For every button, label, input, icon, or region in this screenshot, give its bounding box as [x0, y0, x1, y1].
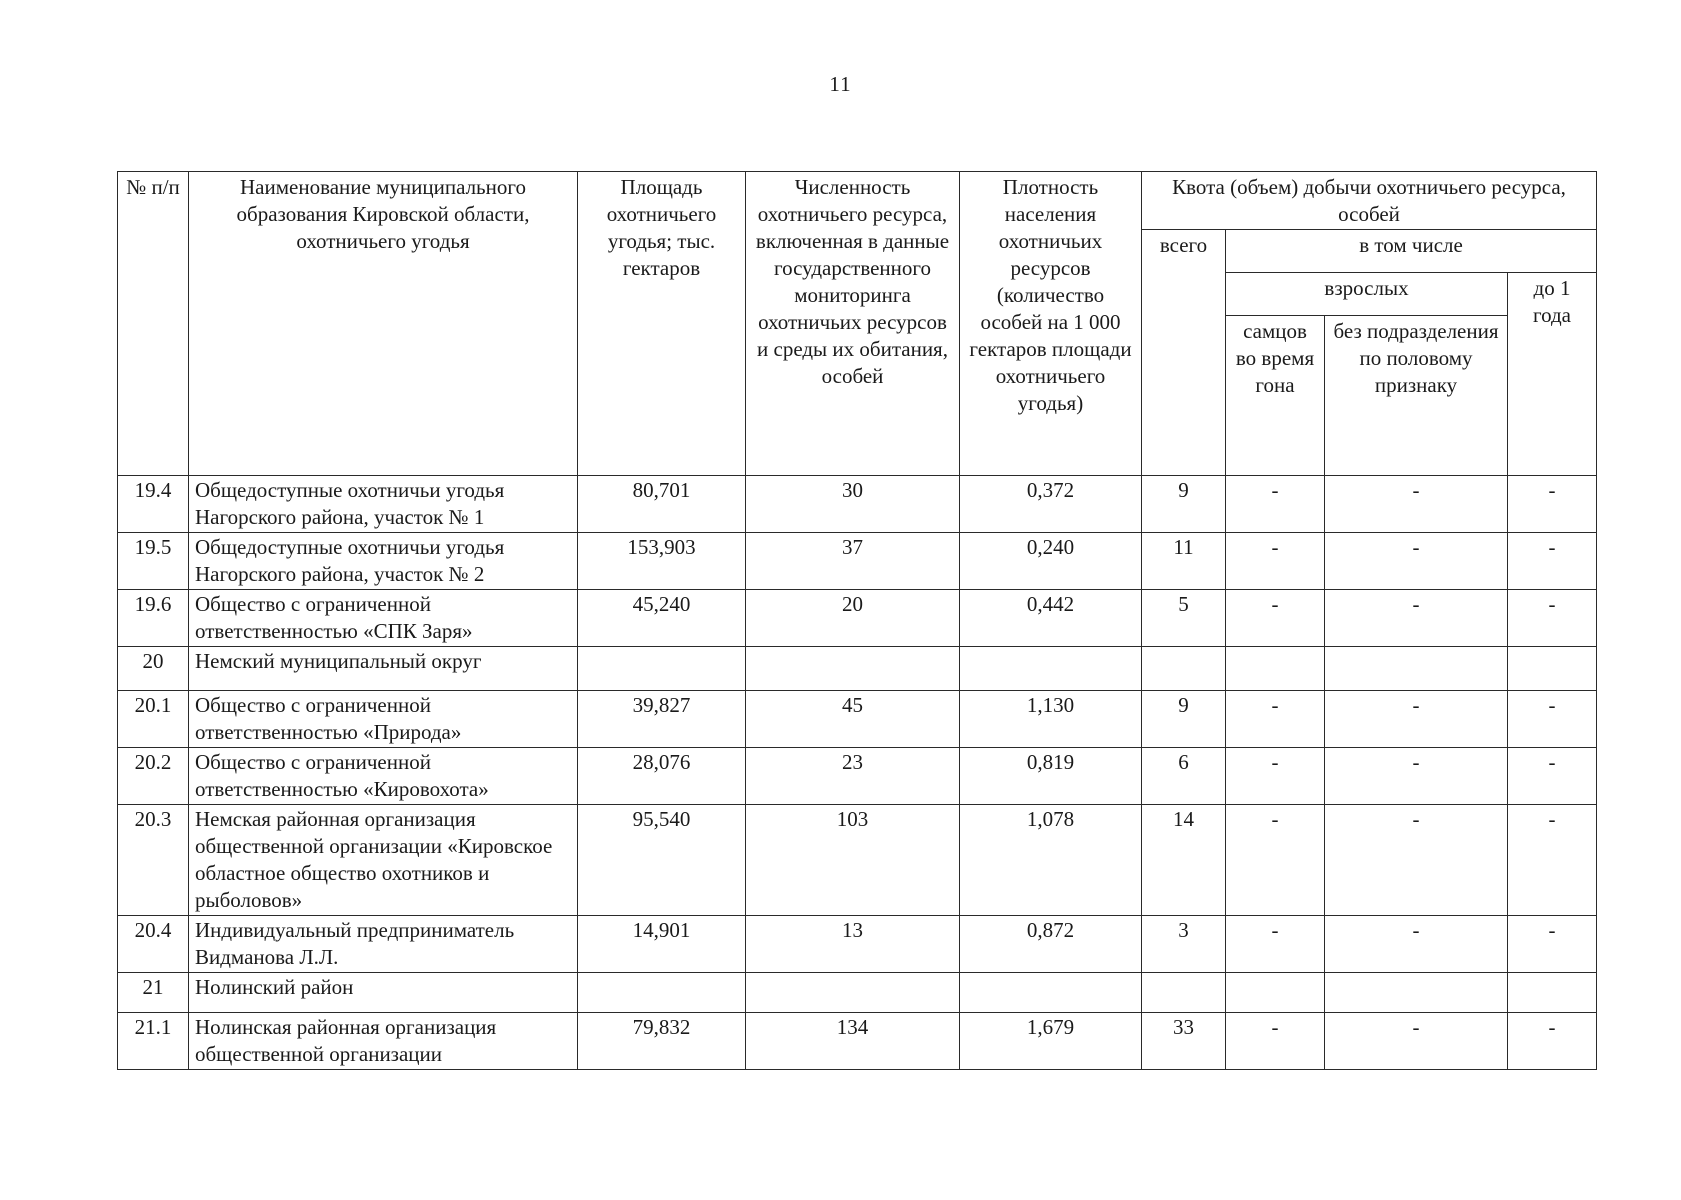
cell-males: - — [1226, 1013, 1325, 1070]
cell-nosex: - — [1325, 533, 1508, 590]
cell-count: 37 — [746, 533, 960, 590]
header-name: Наименование муниципального образования Кировской области, охотничьего угодья — [189, 172, 578, 476]
cell-empty — [1325, 973, 1508, 1013]
cell-name: Общество с ограниченной ответственностью «СПК Заря» — [189, 590, 578, 647]
cell-young: - — [1508, 533, 1597, 590]
cell-males: - — [1226, 916, 1325, 973]
header-count: Численность охотничьего ресурса, включенная в данные государственного мониторинга охотничьих ресурсов и среды их обитания, особей — [746, 172, 960, 476]
cell-empty — [960, 973, 1142, 1013]
cell-empty — [578, 973, 746, 1013]
cell-total: 3 — [1142, 916, 1226, 973]
header-area: Площадь охотничьего угодья; тыс. гектаров — [578, 172, 746, 476]
cell-empty — [1226, 973, 1325, 1013]
table-row — [118, 916, 1597, 973]
cell-young: - — [1508, 691, 1597, 748]
cell-density: 1,130 — [960, 691, 1142, 748]
cell-nosex: - — [1325, 916, 1508, 973]
header-males-rut: самцов во время гона — [1226, 316, 1325, 476]
cell-nosex: - — [1325, 748, 1508, 805]
header-total: всего — [1142, 230, 1226, 476]
cell-nosex: - — [1325, 590, 1508, 647]
cell-name: Немский муниципальный округ — [189, 647, 578, 691]
table-row — [118, 748, 1597, 805]
cell-nosex: - — [1325, 805, 1508, 916]
cell-males: - — [1226, 533, 1325, 590]
table-row — [118, 805, 1597, 916]
cell-name: Индивидуальный предприниматель Видманова Л.Л. — [189, 916, 578, 973]
cell-total: 11 — [1142, 533, 1226, 590]
table-section-row — [118, 973, 1597, 1013]
cell-males: - — [1226, 590, 1325, 647]
cell-num: 19.4 — [118, 476, 189, 533]
cell-area: 28,076 — [578, 748, 746, 805]
table-row — [118, 476, 1597, 533]
table-body — [118, 476, 1597, 1070]
cell-young: - — [1508, 1013, 1597, 1070]
cell-name: Общество с ограниченной ответственностью «Кировохота» — [189, 748, 578, 805]
table-section-row — [118, 647, 1597, 691]
cell-total: 33 — [1142, 1013, 1226, 1070]
cell-young: - — [1508, 476, 1597, 533]
cell-nosex: - — [1325, 476, 1508, 533]
quota-table — [117, 171, 1597, 1070]
cell-num: 19.5 — [118, 533, 189, 590]
cell-males: - — [1226, 691, 1325, 748]
cell-area: 45,240 — [578, 590, 746, 647]
cell-name: Общедоступные охотничьи угодья Нагорского района, участок № 1 — [189, 476, 578, 533]
cell-name: Немская районная организация общественной организации «Кировское областное общество охотников и рыболовов» — [189, 805, 578, 916]
cell-name: Общество с ограниченной ответственностью «Природа» — [189, 691, 578, 748]
cell-empty — [1226, 647, 1325, 691]
cell-density: 1,679 — [960, 1013, 1142, 1070]
cell-males: - — [1226, 476, 1325, 533]
cell-count: 45 — [746, 691, 960, 748]
cell-nosex: - — [1325, 1013, 1508, 1070]
page-number: 11 — [829, 72, 852, 96]
cell-empty — [1508, 647, 1597, 691]
cell-num: 20 — [118, 647, 189, 691]
cell-count: 20 — [746, 590, 960, 647]
cell-num: 21.1 — [118, 1013, 189, 1070]
cell-males: - — [1226, 748, 1325, 805]
header-quota: Квота (объем) добычи охотничьего ресурса, особей — [1142, 172, 1597, 230]
cell-density: 0,442 — [960, 590, 1142, 647]
cell-empty — [960, 647, 1142, 691]
cell-name: Общедоступные охотничьи угодья Нагорского района, участок № 2 — [189, 533, 578, 590]
cell-area: 95,540 — [578, 805, 746, 916]
cell-males: - — [1226, 805, 1325, 916]
cell-num: 20.2 — [118, 748, 189, 805]
cell-area: 14,901 — [578, 916, 746, 973]
header-adults: взрослых — [1226, 273, 1508, 316]
cell-num: 21 — [118, 973, 189, 1013]
header-including: в том числе — [1226, 230, 1597, 273]
cell-density: 0,872 — [960, 916, 1142, 973]
cell-total: 14 — [1142, 805, 1226, 916]
cell-empty — [1508, 973, 1597, 1013]
cell-empty — [746, 973, 960, 1013]
cell-empty — [1142, 973, 1226, 1013]
cell-num: 20.4 — [118, 916, 189, 973]
cell-count: 13 — [746, 916, 960, 973]
table-header — [118, 172, 1597, 476]
cell-count: 30 — [746, 476, 960, 533]
cell-num: 20.3 — [118, 805, 189, 916]
cell-young: - — [1508, 590, 1597, 647]
table-row — [118, 590, 1597, 647]
cell-area: 153,903 — [578, 533, 746, 590]
cell-name: Нолинский район — [189, 973, 578, 1013]
cell-density: 0,240 — [960, 533, 1142, 590]
header-density: Плотность населения охотничьих ресурсов (количество особей на 1 000 гектаров площади охотничьего угодья) — [960, 172, 1142, 476]
cell-count: 134 — [746, 1013, 960, 1070]
cell-name: Нолинская районная организация общественной организации — [189, 1013, 578, 1070]
cell-empty — [746, 647, 960, 691]
cell-area: 79,832 — [578, 1013, 746, 1070]
cell-young: - — [1508, 916, 1597, 973]
cell-count: 23 — [746, 748, 960, 805]
table-row — [118, 1013, 1597, 1070]
cell-young: - — [1508, 805, 1597, 916]
cell-young: - — [1508, 748, 1597, 805]
cell-density: 0,372 — [960, 476, 1142, 533]
cell-num: 19.6 — [118, 590, 189, 647]
cell-density: 0,819 — [960, 748, 1142, 805]
cell-total: 9 — [1142, 476, 1226, 533]
cell-density: 1,078 — [960, 805, 1142, 916]
cell-total: 5 — [1142, 590, 1226, 647]
cell-area: 80,701 — [578, 476, 746, 533]
cell-empty — [578, 647, 746, 691]
cell-area: 39,827 — [578, 691, 746, 748]
header-under-one: до 1 года — [1508, 273, 1597, 476]
cell-num: 20.1 — [118, 691, 189, 748]
cell-total: 9 — [1142, 691, 1226, 748]
cell-empty — [1142, 647, 1226, 691]
header-num: № п/п — [118, 172, 189, 476]
table-row — [118, 691, 1597, 748]
table-row — [118, 533, 1597, 590]
cell-total: 6 — [1142, 748, 1226, 805]
cell-count: 103 — [746, 805, 960, 916]
cell-empty — [1325, 647, 1508, 691]
cell-nosex: - — [1325, 691, 1508, 748]
header-no-sex-division: без подразделения по половому признаку — [1325, 316, 1508, 476]
